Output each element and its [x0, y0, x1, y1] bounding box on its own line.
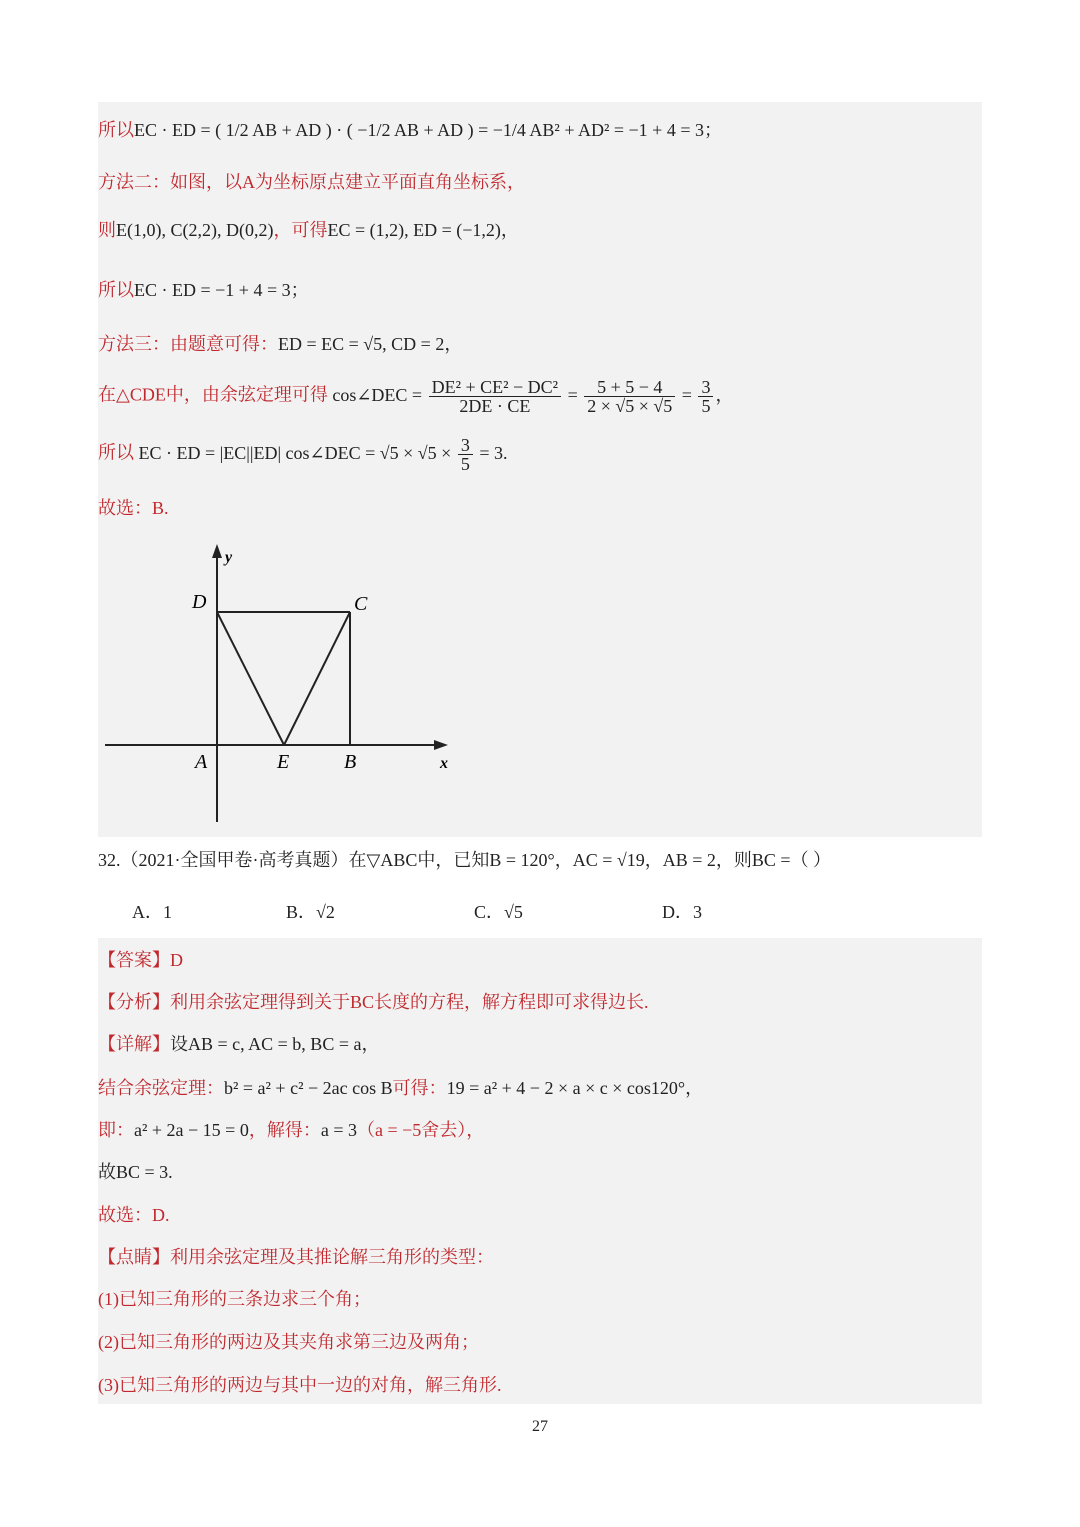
answer-value: D: [170, 950, 183, 970]
label-E: E: [277, 751, 290, 773]
segment-DE: [217, 612, 284, 745]
method2-result: EC · ED = −1 + 4 = 3；: [134, 280, 309, 300]
segment-CE: [284, 612, 350, 745]
method3-line: 方法三：由题意可得：ED = EC = √5, CD = 2，: [98, 334, 463, 354]
note-line: 【点睛】利用余弦定理及其推论解三角形的类型：: [98, 1247, 494, 1267]
final-fraction: $\frac{3}{5}$: [458, 436, 473, 473]
detail-line: 【详解】设AB = c, AC = b, BC = a，: [98, 1034, 380, 1054]
method3-final: EC · ED = |EC||ED| cos∠DEC = √5 × √5 × $\frac{3}{5}$ = 3.: [138, 435, 508, 474]
option-c[interactable]: C．√5: [474, 902, 523, 922]
x-axis-arrow: [434, 740, 448, 750]
question-32: 32.（2021·全国甲卷·高考真题）在▽ABC中，已知B = 120°，AC = √19，AB = 2，则BC =（ ）: [98, 850, 832, 870]
option-a[interactable]: A．1: [132, 902, 172, 922]
method2-title: 方法二：如图，以A为坐标原点建立平面直角坐标系，: [98, 172, 525, 192]
answer-line: 【答案】D: [98, 950, 183, 970]
cos-fraction-1: $\frac{\text{DE² + CE² − DC²}}{2DE \cdot CE}$: [429, 378, 562, 415]
method3-cos-expr: cos∠DEC = $\frac{\text{DE² + CE² − DC²}}{2DE \cdot CE}$ = $\frac{5 + 5 - 4}{2 \times √5 \times √5}$ = $\frac{3}{5}$ ，: [332, 377, 734, 416]
answer-choice: 故选：D.: [98, 1205, 170, 1225]
cos-fraction-2: $\frac{5 + 5 - 4}{2 \times √5 \times √5}$: [584, 378, 675, 415]
method3-expr: ED = EC = √5, CD = 2，: [278, 334, 463, 354]
solution-line-1-expr: EC · ED = ( 1/2 AB + AD ) · ( −1/2 AB + AD ) = −1/4 AB² + AD² = −1 + 4 = 3；: [134, 120, 722, 140]
cos-fraction-3: $\frac{3}{5}$: [698, 378, 713, 415]
method2-coords: E(1,0), C(2,2), D(0,2): [116, 220, 274, 240]
note-item-2: (2)已知三角形的两边及其夹角求第三边及两角；: [98, 1332, 479, 1352]
y-axis-arrow: [212, 544, 222, 558]
label-y: y: [225, 549, 233, 566]
coordinate-figure: [100, 540, 460, 830]
method2-vectors: EC = (1,2), ED = (−1,2)，: [327, 220, 519, 240]
step1-line: 结合余弦定理：b² = a² + c² − 2ac cos B可得：19 = a² + 4 − 2 × a × c × cos120°，: [98, 1078, 704, 1098]
page-number: 27: [532, 1418, 548, 1435]
method2-result-line: 所以EC · ED = −1 + 4 = 3；: [98, 280, 309, 300]
method3-final-line: 所以 EC · ED = |EC||ED| cos∠DEC = √5 × √5 × $\frac{3}{5}$ = 3.: [98, 435, 508, 474]
solution1-choice: 故选：B.: [98, 498, 169, 518]
note-item-3: (3)已知三角形的两边与其中一边的对角，解三角形.: [98, 1375, 502, 1395]
solution-line-1: 所以EC · ED = ( 1/2 AB + AD ) · ( −1/2 AB + AD ) = −1/4 AB² + AD² = −1 + 4 = 3；: [98, 120, 722, 140]
label-D: D: [192, 591, 207, 613]
method2-coords-line: 则E(1,0), C(2,2), D(0,2)，可得EC = (1,2), ED = (−1,2)，: [98, 220, 519, 240]
option-b[interactable]: B．√2: [286, 902, 335, 922]
label-B: B: [344, 751, 357, 773]
note-item-1: (1)已知三角形的三条边求三个角；: [98, 1289, 371, 1309]
step3-line: 故BC = 3.: [98, 1162, 173, 1182]
analysis-line: 【分析】利用余弦定理得到关于BC长度的方程，解方程即可求得边长.: [98, 992, 649, 1012]
label-C: C: [354, 593, 368, 615]
label-x: x: [440, 755, 448, 772]
option-d[interactable]: D．3: [662, 902, 702, 922]
step2-line: 即：a² + 2a − 15 = 0，解得：a = 3（a = −5舍去），: [98, 1120, 485, 1140]
label-A: A: [195, 751, 208, 773]
method3-cos-line: 在△CDE中，由余弦定理可得 cos∠DEC = $\frac{\text{DE² + CE² − DC²}}{2DE \cdot CE}$ = $\frac{5 + 5 - 4}{2 \times √5 \times √5}$ = $\frac{3}{5}$ ，: [98, 377, 734, 416]
